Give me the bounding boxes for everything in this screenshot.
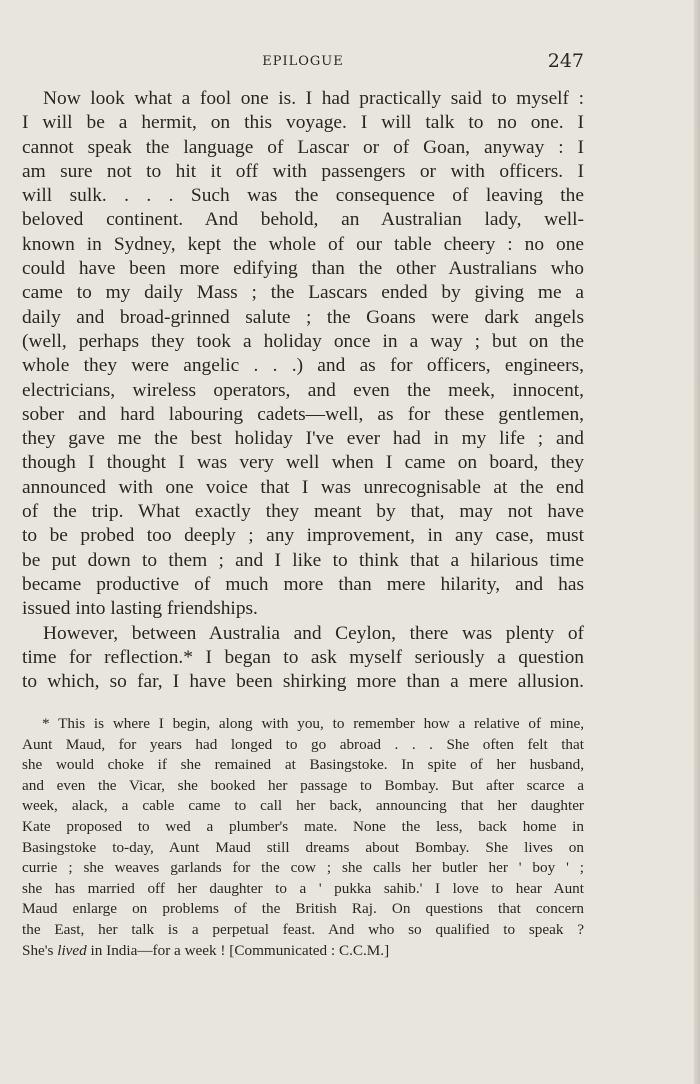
body-line: will sulk. . . . Such was the consequence of leaving the xyxy=(22,185,584,207)
page-header xyxy=(22,50,584,74)
footnote-line: and even the Vicar, she booked her passage to Bombay. But after scarce a xyxy=(22,776,584,794)
body-line: cannot speak the language of Lascar or of Goan, anyway : I xyxy=(22,136,584,158)
footnote-line: currie ; she weaves garlands for the cow ; she calls her butler her ' boy ' ; xyxy=(22,859,584,877)
body-line: I will be a hermit, on this voyage. I will talk to no one. I xyxy=(22,112,584,134)
footnote-line: week, alack, a cable came to call her back, announcing that her daughter xyxy=(22,797,584,815)
footnote xyxy=(22,714,584,961)
body-text xyxy=(22,87,584,694)
body-line: known in Sydney, kept the whole of our table cheery : no one xyxy=(22,233,584,255)
footnote-line: Basingstoke to-day, Aunt Maud still dreams about Bombay. She lives on xyxy=(22,838,584,856)
body-line: am sure not to hit it off with passengers or with officers. I xyxy=(22,160,584,182)
body-line: be put down to them ; and I like to think that a hilarious time xyxy=(22,549,584,571)
body-line: announced with one voice that I was unrecognisable at the end xyxy=(22,476,584,498)
body-line: to be probed too deeply ; any improvement, in any case, must xyxy=(22,525,584,547)
footnote-line: * This is where I begin, along with you, to remember how a relative of mine, xyxy=(42,715,584,732)
body-line: beloved continent. And behold, an Australian lady, well- xyxy=(22,209,584,231)
page-edge xyxy=(694,0,700,1084)
footnote-line: Aunt Maud, for years had longed to go abroad . . . She often felt that xyxy=(22,735,584,753)
footnote-line: Kate proposed to wed a plumber's mate. None the less, back home in xyxy=(22,817,584,835)
body-line: to which, so far, I have been shirking more than a mere allusion. xyxy=(22,671,584,693)
body-line: daily and broad-grinned salute ; the Goans were dark angels xyxy=(22,306,584,328)
footnote-text: in India—for a week ! [Communicated : C.C.M.] xyxy=(86,941,390,959)
body-line: electricians, wireless operators, and even the meek, innocent, xyxy=(22,379,584,401)
footnote-line: she has married off her daughter to a ' pukka sahib.' I love to hear Aunt xyxy=(22,879,584,897)
body-line: issued into lasting friendships. xyxy=(22,598,258,620)
page-number: 247 xyxy=(547,50,584,72)
footnote-line: she would choke if she remained at Basingstoke. In spite of her husband, xyxy=(22,756,584,774)
body-line: whole they were angelic . . .) and as for officers, engineers, xyxy=(22,355,584,377)
running-head: EPILOGUE xyxy=(262,54,344,69)
footnote-text: She's xyxy=(22,941,58,959)
body-line: (well, perhaps they took a holiday once in a way ; but on the xyxy=(22,330,584,352)
body-line: they gave me the best holiday I've ever had in my life ; and xyxy=(22,428,584,450)
body-line: came to my daily Mass ; the Lascars ended by giving me a xyxy=(22,282,584,304)
footnote-italic-word: lived xyxy=(57,941,87,959)
body-line: of the trip. What exactly they meant by that, may not have xyxy=(22,501,584,523)
body-line: though I thought I was very well when I came on board, they xyxy=(22,452,584,474)
body-line: sober and hard labouring cadets—well, as for these gentlemen, xyxy=(22,403,584,425)
body-line: Now look what a fool one is. I had practically said to myself : xyxy=(43,88,584,109)
body-line: However, between Australia and Ceylon, there was plenty of xyxy=(43,622,584,644)
footnote-line: the East, her talk is a perpetual feast. And who so qualified to speak ? xyxy=(22,920,584,938)
body-line: became productive of much more than mere hilarity, and has xyxy=(22,573,584,595)
footnote-last-line xyxy=(22,941,584,962)
footnote-line: Maud enlarge on problems of the British Raj. On questions that concern xyxy=(22,900,584,918)
body-line: time for reflection.* I began to ask myself seriously a question xyxy=(22,646,584,668)
body-line: could have been more edifying than the other Australians who xyxy=(22,258,584,280)
